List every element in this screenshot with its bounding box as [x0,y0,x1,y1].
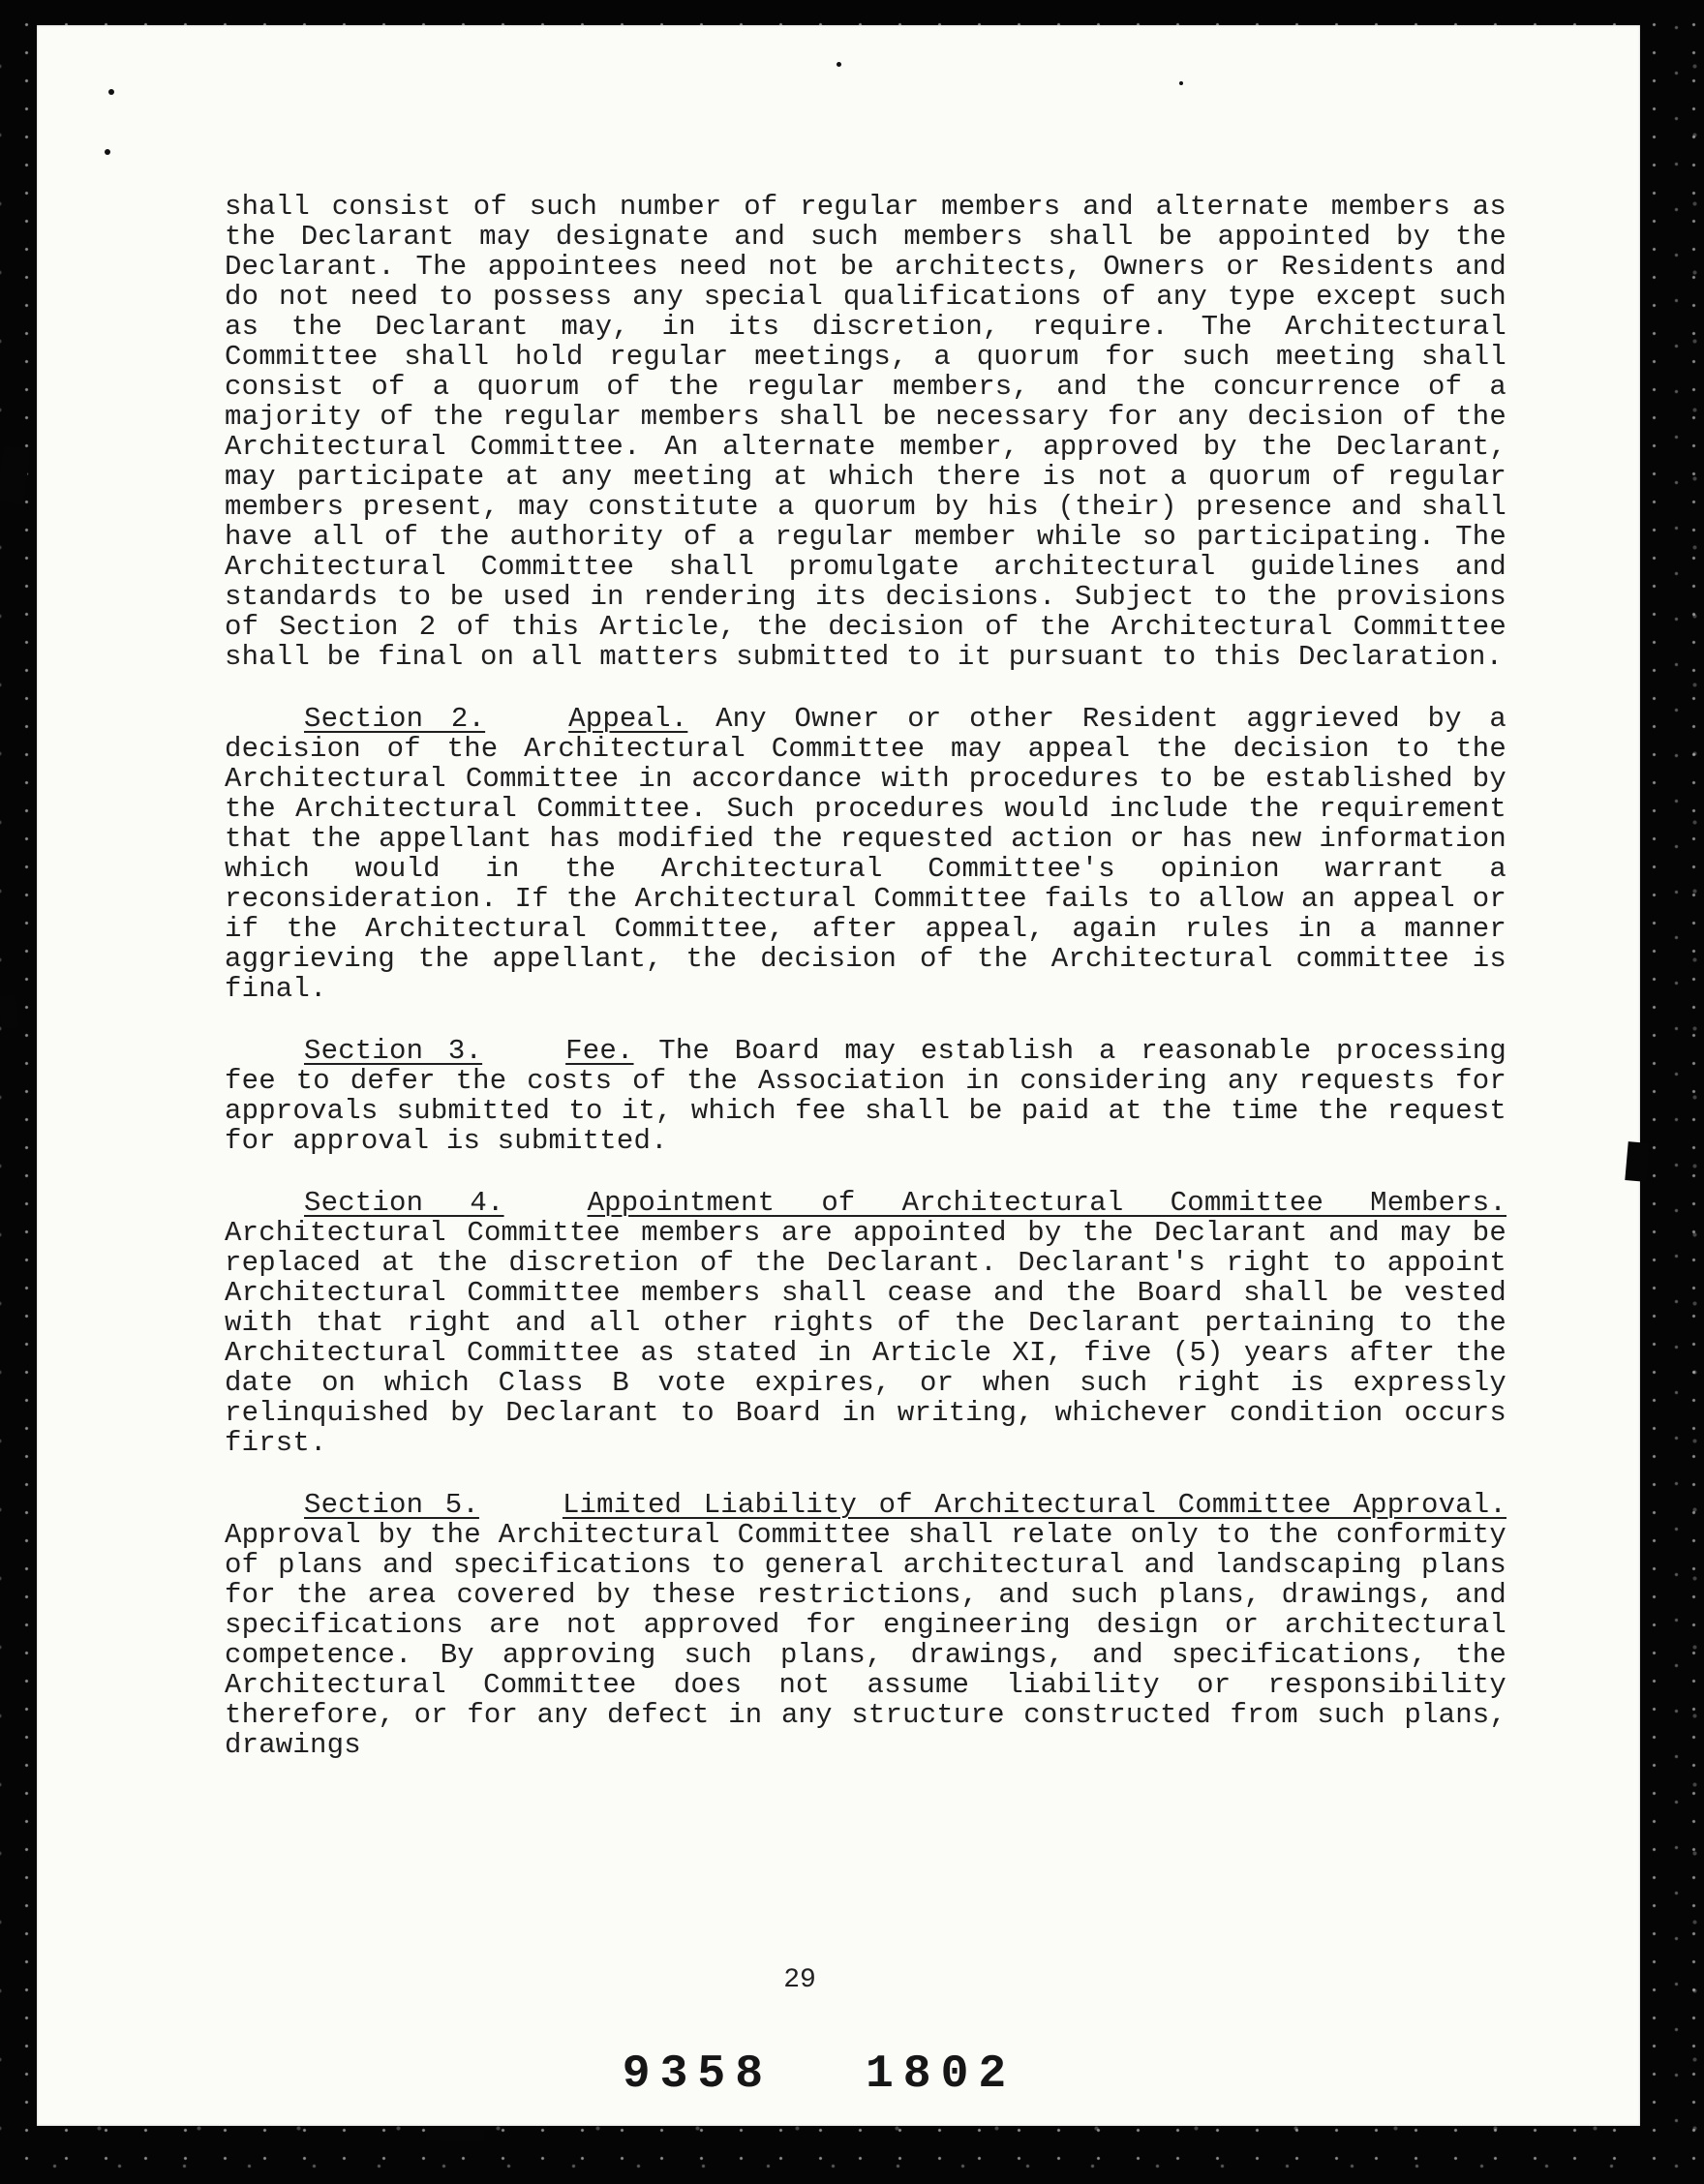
stamp-number-left: 9358 [622,2048,773,2101]
section-3-text: The Board may establish a reasonable processing fee to defer the costs of the Association in considering any requests for approvals submitted to it, which fee shall be paid at the time the request for approval is submitted. [225,1035,1506,1157]
section-2-label: Section 2. [304,703,486,735]
continuation-paragraph: shall consist of such number of regular members and alternate members as the Declarant may designate and such members shall be appointed by the Declarant. The appointees need not be architects, Owners or Residents and do not need to possess any special qualifications of any type except such as the Declarant may, in its discretion, require. The Architectural Committee shall hold regular meetings, a quorum for such meeting shall consist of a quorum of the regular members, and the concurrence of a majority of the regular members shall be necessary for any decision of the Architectural Committee. An alternate member, approved by the Declarant, may participate at any meeting at which there is not a quorum of regular members present, may constitute a quorum by his (their) presence and shall have all of the authority of a regular member while so participating. The Architectural Committee shall promulgate architectural guidelines and standards to be used in rendering its decisions. Subject to the provisions of Section 2 of this Article, the decision of the Architectural Committee shall be final on all matters submitted to it pursuant to this Declaration. [225,191,1506,673]
document-page [37,25,1640,2126]
section-3-label: Section 3. [304,1035,483,1067]
scan-edge-blob [1625,1141,1649,1182]
scan-speck [1179,81,1183,85]
section-5-label: Section 5. [304,1489,479,1521]
section-4-paragraph [225,1188,1506,1458]
section-2-title: Appeal. [568,703,688,735]
section-4-text: Architectural Committee members are appointed by the Declarant and may be replaced at the discretion of the Declarant. Declarant's right to appoint Architectural Committee members shall cease and the Board shall be vested with that right and all other rights of the Declarant pertaining to the Architectural Committee as stated in Article XI, five (5) years after the date on which Class B vote expires, or when such right is expressly relinquished by Declarant to Board in writing, whichever condition occurs first. [225,1217,1506,1459]
scan-speck [108,89,114,95]
section-4-label: Section 4. [304,1187,504,1219]
document-body [37,25,1640,1760]
section-3-title: Fee. [565,1035,634,1067]
section-3-paragraph [225,1036,1506,1156]
section-5-paragraph [225,1490,1506,1760]
document-stamp [37,2048,1601,2101]
page-number: 29 [783,1965,816,1995]
scan-edge-blob [426,2127,484,2142]
section-5-title: Limited Liability of Architectural Committee Approval. [562,1489,1506,1521]
section-4-title: Appointment of Architectural Committee Members. [587,1187,1506,1219]
scan-speck [837,62,841,67]
scan-speck [105,149,110,155]
section-5-text: Approval by the Architectural Committee shall relate only to the conformity of plans and specifications to general architectural and landscaping plans for the area covered by these restrictions, and such plans, drawings, and specifications are not approved for engineering design or architectural competence. By approving such plans, drawings, and specifications, the Architectural Committee does not assume liability or responsibility therefore, or for any defect in any structure constructed from such plans, drawings [225,1519,1506,1761]
section-2-text: Any Owner or other Resident aggrieved by a decision of the Architectural Committee may appeal the decision to the Architectural Committee in accordance with procedures to be established by the Architectural Committee. Such procedures would include the requirement that the appellant has modified the requested action or has new information which would in the Architectural Committee's opinion warrant a reconsideration. If the Architectural Committee fails to allow an appeal or if the Architectural Committee, after appeal, again rules in a manner aggrieving the appellant, the decision of the Architectural committee is final. [225,703,1507,1005]
stamp-number-right: 1802 [866,2048,1017,2101]
section-2-paragraph [225,704,1506,1004]
scan-edge-blob [0,994,19,1029]
